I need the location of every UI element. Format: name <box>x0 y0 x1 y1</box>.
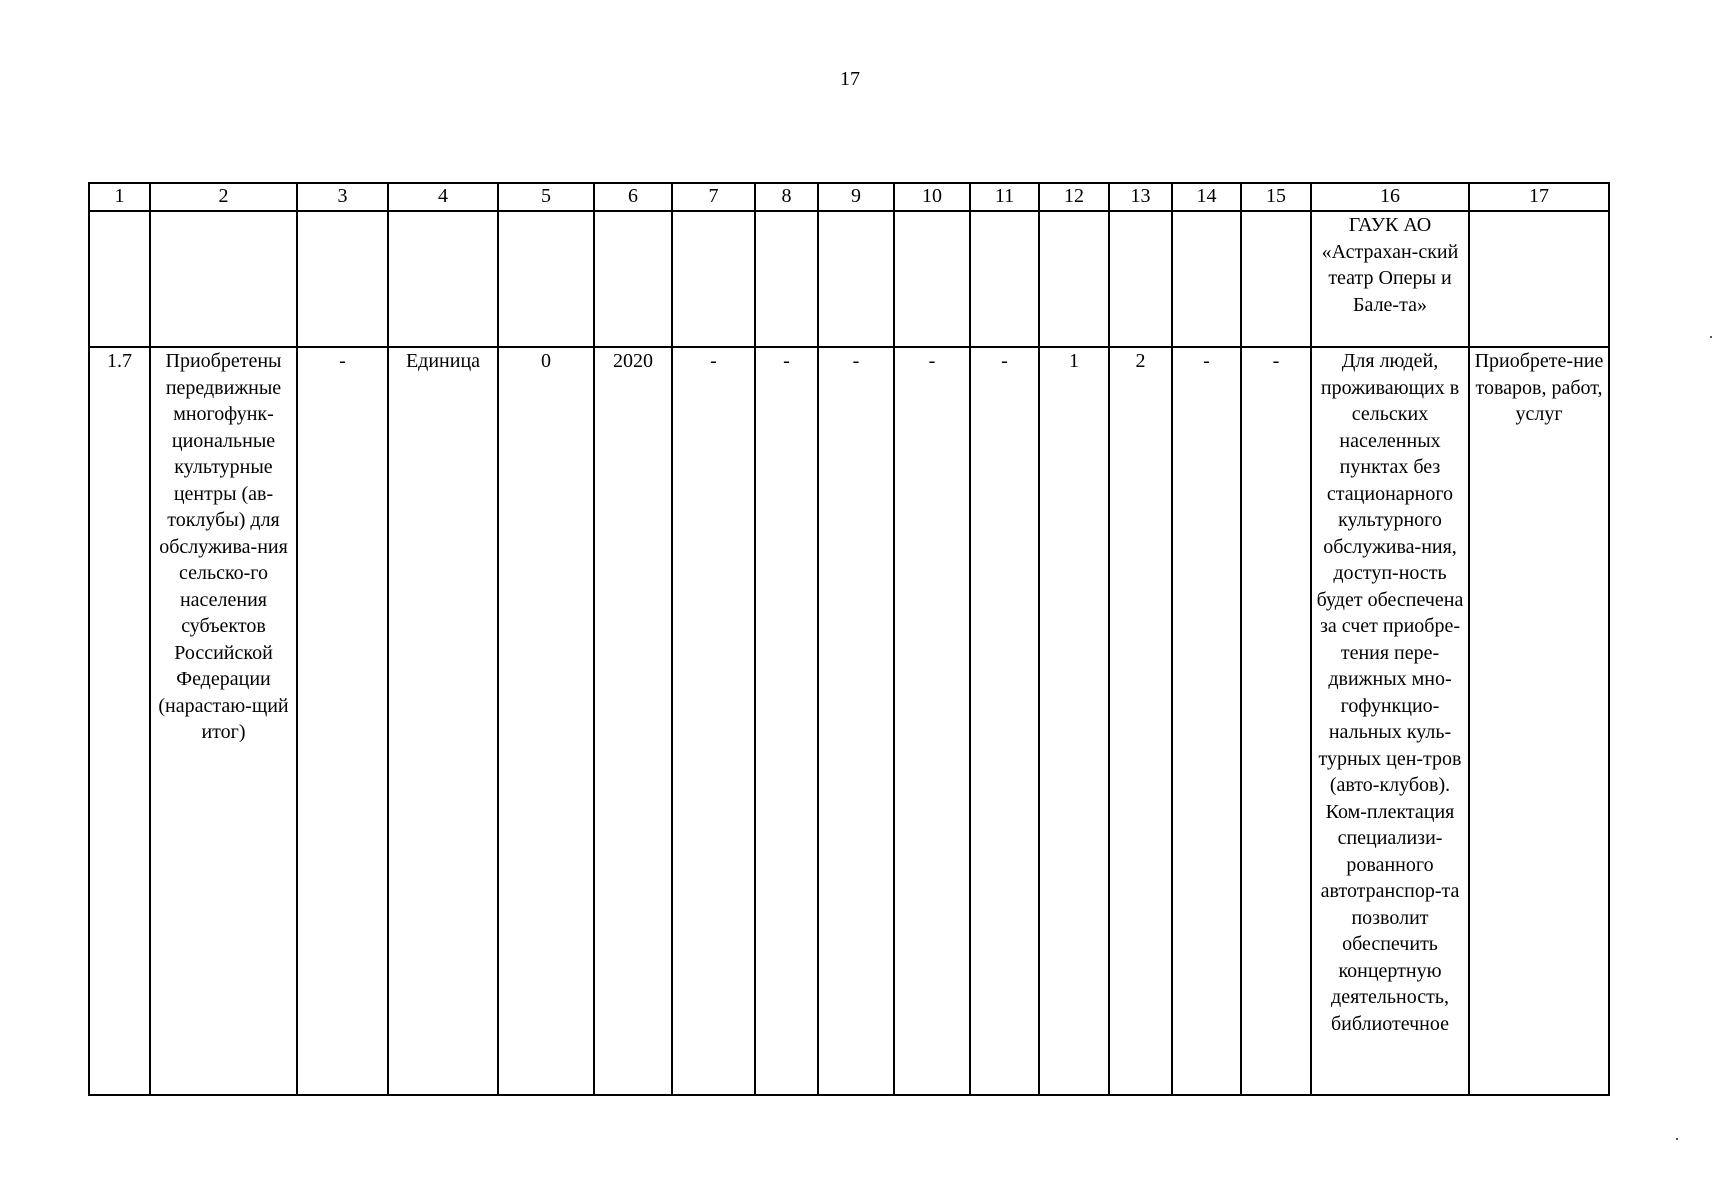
cell-col15: - <box>1241 347 1311 1095</box>
empty-cell <box>1039 211 1109 347</box>
column-number-12: 12 <box>1039 183 1109 211</box>
empty-cell <box>894 211 970 347</box>
cell-col9: - <box>818 347 894 1095</box>
cell-col3: - <box>297 347 388 1095</box>
description-cell: Для людей, проживающих в сельских населенных пунктах без стационарного культурного обслужива-ния, доступ-ность будет обеспечена за счет приобре-тения пере-движных мно-гофункцио-нальных куль-турных цен-тров (авто-клубов). Ком-плектация специализи-рованного автотранспор-та позволит обеспечить концертную деятельность, библиотечное <box>1311 347 1469 1095</box>
column-number-10: 10 <box>894 183 970 211</box>
empty-cell <box>297 211 388 347</box>
column-number-6: 6 <box>594 183 672 211</box>
cell-col12: 1 <box>1039 347 1109 1095</box>
empty-cell <box>594 211 672 347</box>
column-number-9: 9 <box>818 183 894 211</box>
cell-col11: - <box>970 347 1039 1095</box>
column-number-13: 13 <box>1109 183 1172 211</box>
cell-col13: 2 <box>1109 347 1172 1095</box>
empty-cell <box>970 211 1039 347</box>
column-number-4: 4 <box>388 183 498 211</box>
column-number-11: 11 <box>970 183 1039 211</box>
column-number-3: 3 <box>297 183 388 211</box>
cell-col10: - <box>894 347 970 1095</box>
column-number-8: 8 <box>755 183 818 211</box>
base-value: 0 <box>498 347 594 1095</box>
empty-cell <box>150 211 297 347</box>
data-table <box>88 182 1610 1096</box>
column-number-14: 14 <box>1172 183 1241 211</box>
column-number-2: 2 <box>150 183 297 211</box>
result-type-cell: Приобрете-ние товаров, работ, услуг <box>1469 347 1609 1095</box>
column-number-1: 1 <box>89 183 150 211</box>
indicator-name: Приобретены передвижные многофунк-циональные культурные центры (ав-токлубы) для обслужива-ния сельско-го населения субъектов Российской Федерации (нарастаю-щий итог) <box>150 347 297 1095</box>
empty-cell <box>498 211 594 347</box>
scan-speck <box>1710 336 1712 338</box>
table-row <box>89 347 1609 1095</box>
cell-col7: - <box>672 347 755 1095</box>
organization-row <box>89 211 1609 347</box>
column-number-16: 16 <box>1311 183 1469 211</box>
row-number: 1.7 <box>89 347 150 1095</box>
cell-col14: - <box>1172 347 1241 1095</box>
empty-cell <box>1172 211 1241 347</box>
base-year: 2020 <box>594 347 672 1095</box>
empty-cell <box>1109 211 1172 347</box>
empty-cell <box>1469 211 1609 347</box>
responsible-organization: ГАУК АО «Астрахан-ский театр Оперы и Бале-та» <box>1311 211 1469 347</box>
empty-cell <box>388 211 498 347</box>
empty-cell <box>1241 211 1311 347</box>
empty-cell <box>672 211 755 347</box>
scan-speck <box>1676 1138 1678 1140</box>
empty-cell <box>818 211 894 347</box>
empty-cell <box>89 211 150 347</box>
cell-col8: - <box>755 347 818 1095</box>
empty-cell <box>755 211 818 347</box>
column-number-5: 5 <box>498 183 594 211</box>
column-number-7: 7 <box>672 183 755 211</box>
column-number-row <box>89 183 1609 211</box>
column-number-15: 15 <box>1241 183 1311 211</box>
page-number: 17 <box>840 68 860 90</box>
column-number-17: 17 <box>1469 183 1609 211</box>
unit-of-measure: Единица <box>388 347 498 1095</box>
